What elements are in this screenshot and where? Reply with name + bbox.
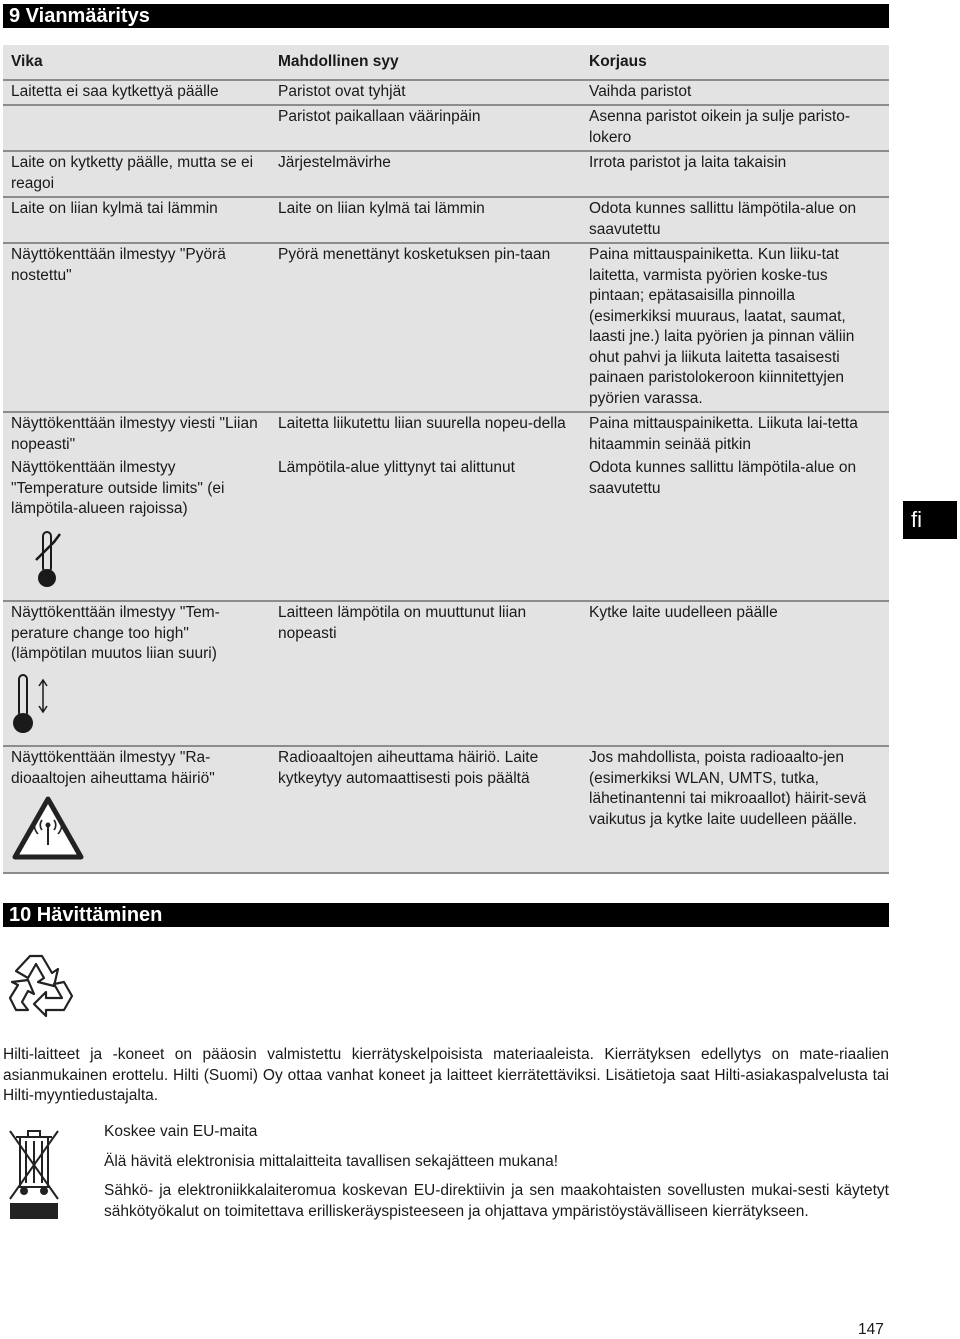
language-tab <box>903 501 957 539</box>
table-row <box>3 747 889 874</box>
cause-cell: Laitetta liikutettu liian suurella nopeu-della <box>278 415 566 432</box>
table-row <box>3 152 889 198</box>
eu-warning: Älä hävitä elektronisia mittalaitteita tavallisen sekajätteen mukana! <box>104 1153 559 1170</box>
fault-cell <box>3 457 270 600</box>
remedy-cell: Kytke laite uudelleen päälle <box>589 604 778 621</box>
recycle-icon <box>6 948 86 1025</box>
cause-cell: Paristot paikallaan väärinpäin <box>278 108 481 125</box>
header-remedy: Korjaus <box>589 53 647 70</box>
section-10-heading <box>3 903 889 927</box>
radio-interference-warning-icon <box>11 795 266 868</box>
table-row <box>3 413 889 457</box>
cause-cell: Radioaaltojen aiheuttama häiriö. Laite kytkeytyy automaattisesti pois päältä <box>278 749 539 787</box>
table-row <box>3 81 889 107</box>
remedy-cell: Paina mittauspainiketta. Liikuta lai-tetta hitaammin seinää pitkin <box>589 415 858 453</box>
fault-cell: Näyttökenttään ilmestyy viesti "Liian nopeasti" <box>11 415 258 453</box>
recycling-paragraph: Hilti-laitteet ja -koneet on pääosin valmistettu kierrätyskelpoisista materiaaleista. Kierrätyksen edellytys on mate-riaalien asianmukainen erottelu. Hilti (Suomi) Oy ottaa vanhat koneet ja laitteet kierrätettäviksi. Lisätietoja saat Hilti-asiakaspalvelusta tai Hilti-myyntiedustajalta. <box>3 1046 889 1104</box>
fault-text: Näyttökenttään ilmestyy "Temperature outside limits" (ei lämpötila-alueen rajoissa) <box>11 459 225 517</box>
troubleshooting-table <box>3 45 889 874</box>
section-9-heading <box>3 4 889 28</box>
remedy-cell: Irrota paristot ja laita takaisin <box>589 154 787 171</box>
section-10-title: 10 Hävittäminen <box>9 904 163 926</box>
page-number: 147 <box>858 1321 884 1338</box>
fault-cell: Näyttökenttään ilmestyy "Pyörä nostettu" <box>11 246 226 284</box>
fault-cell: Laite on kytketty päälle, mutta se ei reagoi <box>11 154 254 192</box>
cause-cell: Pyörä menettänyt kosketuksen pin-taan <box>278 246 551 263</box>
remedy-cell: Paina mittauspainiketta. Kun liiku-tat laitetta, varmista pyörien koske-tus pintaan; epätasaisilla pinnoilla (esimerkiksi muuraus, laatat, saumat, laasti jne.) laita pyörien ja pinnan väliin ohut pahvi ja liikuta laitetta tasaisesti painaen paristolokeroon kiinnitettyjen pyörien varassa. <box>589 246 855 407</box>
fault-cell: Laite on liian kylmä tai lämmin <box>11 200 218 217</box>
fault-cell <box>3 602 270 745</box>
fault-cell <box>3 747 270 872</box>
section-9-title: 9 Vianmääritys <box>9 5 150 27</box>
cause-cell: Laite on liian kylmä tai lämmin <box>278 200 485 217</box>
remedy-cell: Vaihda paristot <box>589 82 692 100</box>
table-row <box>3 457 889 602</box>
cause-cell: Järjestelmävirhe <box>278 154 391 171</box>
header-fault: Vika <box>11 53 43 70</box>
fault-cell <box>3 106 270 150</box>
table-header-row <box>3 45 889 81</box>
fault-text: Näyttökenttään ilmestyy "Ra-dioaaltojen aiheuttama häiriö" <box>11 749 215 787</box>
fault-cell: Laitetta ei saa kytkettyä päälle <box>11 82 219 100</box>
cause-cell: Paristot ovat tyhjät <box>278 82 406 100</box>
table-row <box>3 106 889 152</box>
remedy-cell: Asenna paristot oikein ja sulje paristo-lokero <box>589 108 851 146</box>
table-row <box>3 244 889 413</box>
remedy-cell: Jos mahdollista, poista radioaalto-jen (esimerkiksi WLAN, UMTS, tutka, lähetinantenni tai mikroaallot) häirit-sevä vaikutus ja kytke laite uudelleen päälle. <box>589 749 867 828</box>
remedy-cell: Odota kunnes sallittu lämpötila-alue on saavutettu <box>589 459 857 497</box>
table-row <box>3 198 889 244</box>
thermometer-out-of-range-icon <box>11 526 266 597</box>
thermometer-change-icon <box>11 671 266 742</box>
language-tab-label: fi <box>911 507 922 532</box>
cause-cell: Laitteen lämpötila on muuttunut liian nopeasti <box>278 604 527 642</box>
eu-only-note: Koskee vain EU-maita <box>104 1123 258 1140</box>
crossed-out-bin-icon <box>6 1125 62 1226</box>
header-cause: Mahdollinen syy <box>278 53 399 70</box>
cause-cell: Lämpötila-alue ylittynyt tai alittunut <box>278 459 515 476</box>
table-row <box>3 602 889 747</box>
fault-text: Näyttökenttään ilmestyy "Tem-perature change too high" (lämpötilan muutos liian suuri) <box>11 604 220 662</box>
remedy-cell: Odota kunnes sallittu lämpötila-alue on saavutettu <box>589 200 857 238</box>
eu-directive-text: Sähkö- ja elektroniikkalaiteromua koskevan EU-direktiivin ja sen maakohtaisten sovellusten mukai-sesti käytetyt sähkötyökalut on toimitettava erilliskeräyspisteeseen ja ohjattava ympäristöystävälliseen kierrätykseen. <box>104 1182 889 1220</box>
